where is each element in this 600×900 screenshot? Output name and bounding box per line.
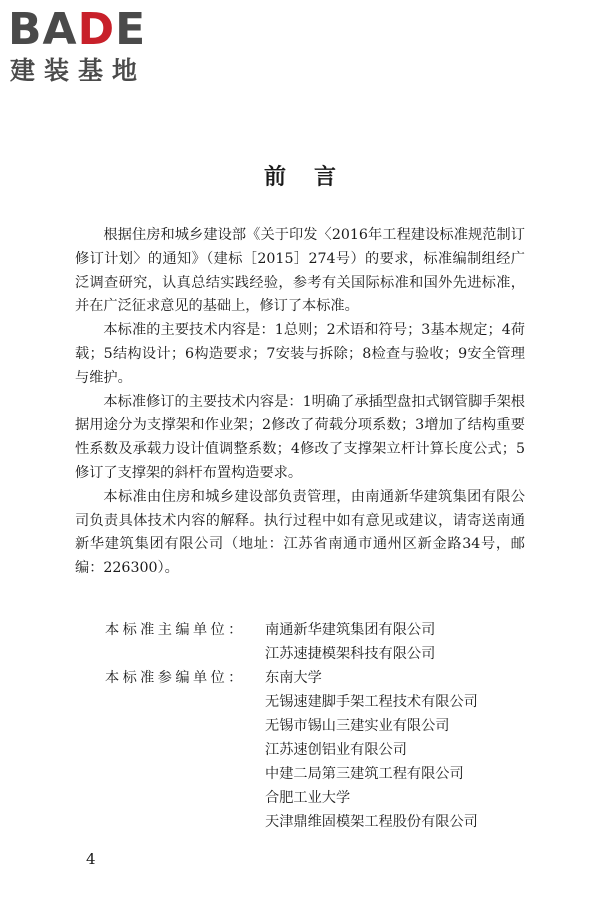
chief-unit-name: 南通新华建筑集团有限公司 bbox=[265, 622, 436, 638]
participating-unit-row bbox=[105, 762, 535, 786]
participating-units-label: 本标准参编单位： bbox=[105, 670, 246, 686]
paragraph-main-contents: 本标准的主要技术内容是：1总则；2术语和符号；3基本规定；4荷载；5结构设计；6构造要求；7安装与拆除；8检查与验收；9安全管理与维护。 bbox=[75, 322, 525, 386]
participating-unit-name: 中建二局第三建筑工程有限公司 bbox=[265, 766, 464, 782]
participating-unit-name: 无锡速建脚手架工程技术有限公司 bbox=[265, 694, 478, 710]
paragraph-background: 根据住房和城乡建设部《关于印发〈2016年工程建设标准规范制订修订计划〉的通知》（建标［2015］274号）的要求，标准编制组经广泛调查研究，认真总结实践经验，参考有关国际标准和国外先进标准，并在广泛征求意见的基础上，修订了本标准。 bbox=[75, 227, 525, 315]
paragraph-revisions: 本标准修订的主要技术内容是：1明确了承插型盘扣式钢管脚手架根据用途分为支撑架和作业架；2修改了荷载分项系数；3增加了结构重要性系数及承载力设计值调整系数；4修改了支撑架立杆计算长度公式；5修订了支撑架的斜杆布置构造要求。 bbox=[75, 393, 525, 481]
preface-body bbox=[75, 224, 525, 581]
participating-unit-name: 江苏速创铝业有限公司 bbox=[265, 742, 407, 758]
chief-unit-row bbox=[105, 618, 535, 642]
drafting-units bbox=[105, 618, 535, 834]
participating-unit-row bbox=[105, 786, 535, 810]
participating-unit-row bbox=[105, 738, 535, 762]
logo-subtitle: 建装基地 bbox=[10, 56, 147, 85]
logo-wordmark: BADE bbox=[8, 4, 147, 55]
participating-unit-row bbox=[105, 714, 535, 738]
participating-unit-row bbox=[105, 666, 535, 690]
participating-unit-row bbox=[105, 810, 535, 834]
participating-unit-name: 东南大学 bbox=[265, 670, 322, 686]
chief-units-label: 本标准主编单位： bbox=[105, 622, 246, 638]
participating-unit-name: 合肥工业大学 bbox=[265, 790, 351, 806]
chief-unit-row bbox=[105, 642, 535, 666]
page-number: 4 bbox=[86, 850, 96, 868]
participating-unit-name: 无锡市锡山三建实业有限公司 bbox=[265, 718, 450, 734]
participating-unit-row bbox=[105, 690, 535, 714]
bade-logo bbox=[8, 6, 178, 90]
page-title: 前言 bbox=[263, 164, 364, 190]
paragraph-management: 本标准由住房和城乡建设部负责管理，由南通新华建筑集团有限公司负责具体技术内容的解释。执行过程中如有意见或建议，请寄送南通新华建筑集团有限公司（地址：江苏省南通市通州区新金路34号，邮编：226300）。 bbox=[75, 488, 525, 577]
chief-unit-name: 江苏速捷模架科技有限公司 bbox=[265, 646, 436, 662]
participating-unit-name: 天津鼎维固模架工程股份有限公司 bbox=[265, 814, 478, 830]
